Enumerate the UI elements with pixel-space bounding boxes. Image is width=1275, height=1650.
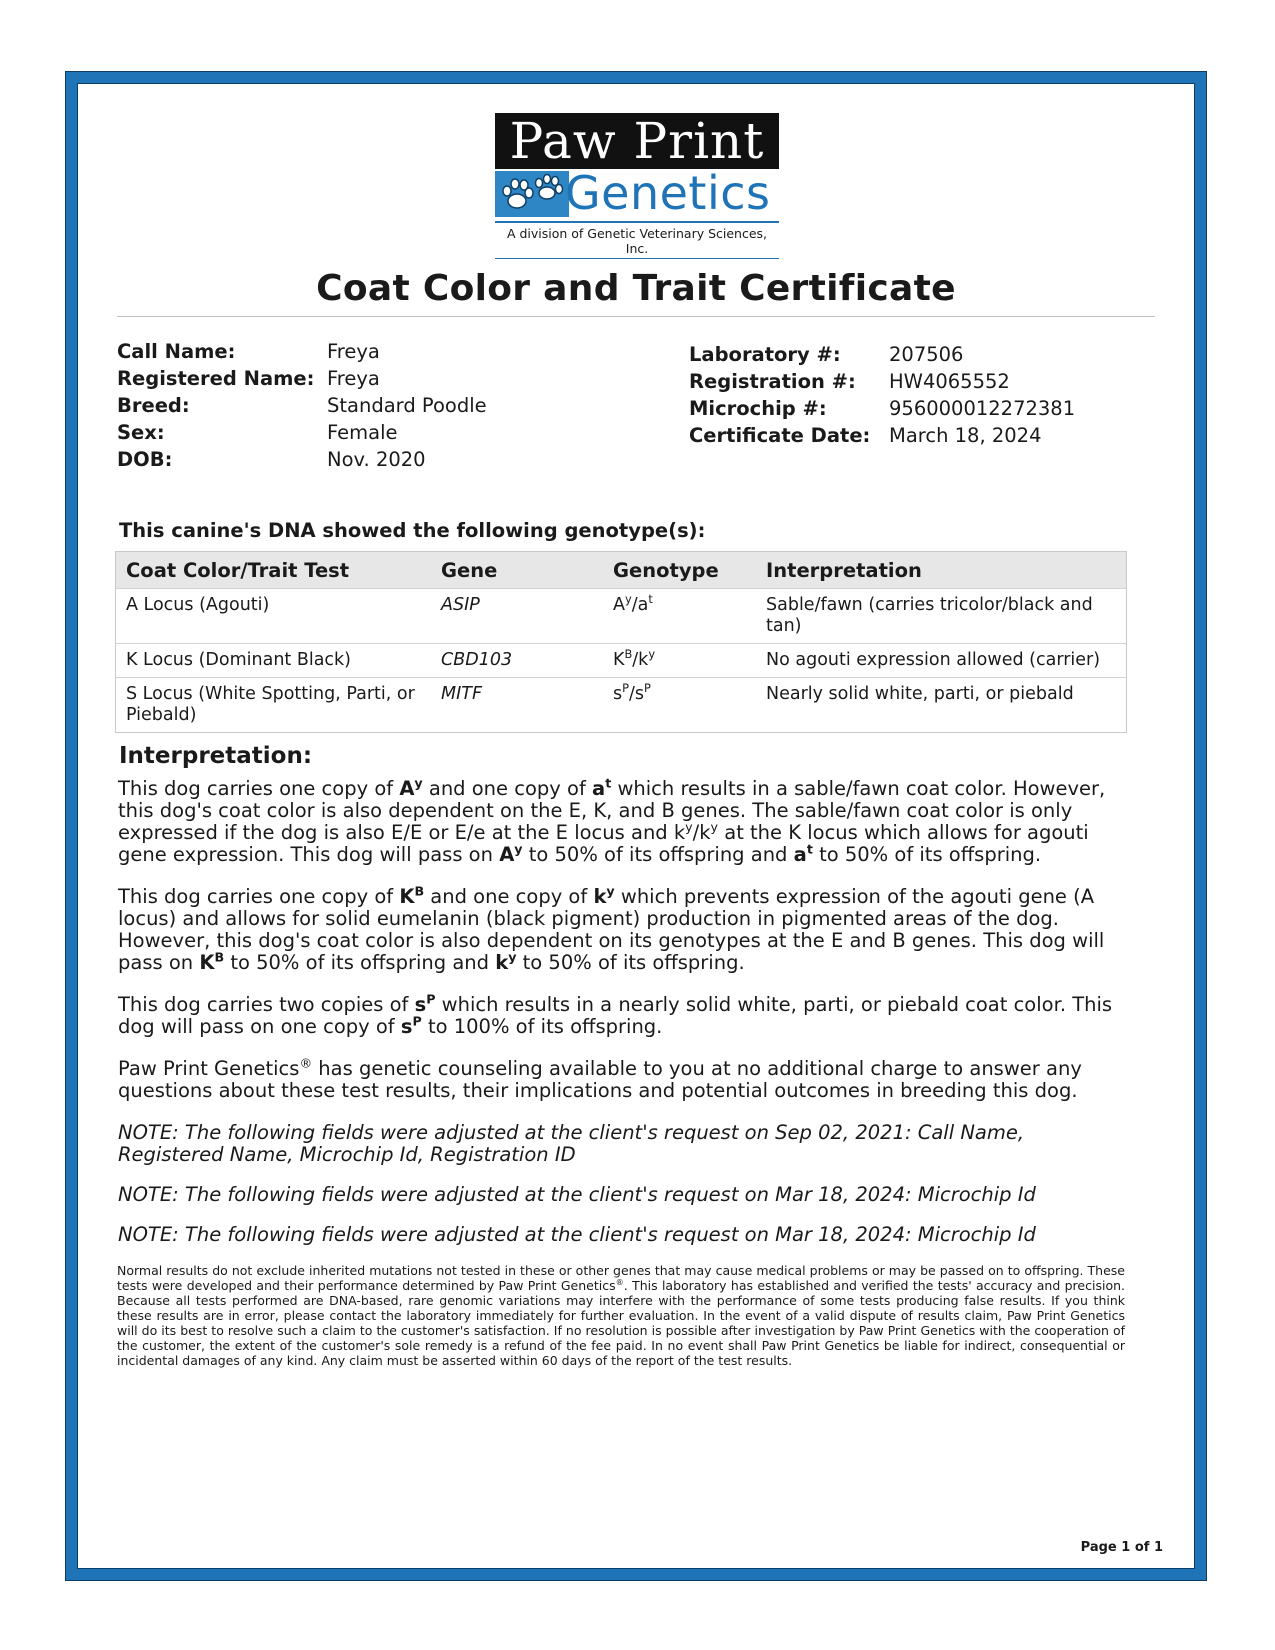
- note-3: NOTE: The following fields were adjusted at the client's request on Mar 18, 2024: Microchip Id: [118, 1223, 1036, 1246]
- logo-line-2: Genetics: [565, 166, 771, 220]
- gene-name: ASIP: [431, 589, 603, 644]
- detail-value: Freya: [327, 340, 380, 363]
- table-row: [116, 644, 1127, 678]
- paragraph-k-locus: This dog carries one copy of $K^B$ and one copy of $k^y$ which prevents expression of the agouti gene (A locus) and allows for solid eumelanin (black pigment) production in pigmented areas of the dog. However, this dog's coat color is also dependent on its genotypes at the E and B genes. This dog will pass on $K^B$ to 50% of its offspring and $k^y$ to 50% of its offspring.: [118, 883, 1105, 974]
- detail-value: March 18, 2024: [889, 424, 1042, 447]
- interpretation-cell: No agouti expression allowed (carrier): [756, 644, 1127, 678]
- detail-value: Nov. 2020: [327, 448, 426, 471]
- detail-row: [117, 419, 487, 446]
- detail-label: Microchip #:: [689, 397, 827, 420]
- paragraph-counseling: Paw Print Genetics® has genetic counseling available to you at no additional charge to answer any questions about these test results, their implications and potential outcomes in breeding this dog.: [118, 1055, 1082, 1102]
- detail-row: [117, 392, 487, 419]
- dog-details: [117, 338, 487, 473]
- test-name: K Locus (Dominant Black): [116, 644, 432, 678]
- logo-subtitle: A division of Genetic Veterinary Sciences, Inc.: [495, 226, 779, 259]
- detail-label: Breed:: [117, 394, 190, 417]
- disclaimer: Normal results do not exclude inherited mutations not tested in these or other genes that may cause medical problems or may be passed on to offspring. These tests were developed and their performance determined by Paw Print Genetics®. This laboratory has established and verified the tests' accuracy and precision. Because all tests performed are DNA-based, rare genomic variations may interfere with the performance of some tests producing false results. If you think these results are in error, please contact the laboratory immediately for further evaluation. In the event of a valid dispute of results claim, Paw Print Genetics will do its best to resolve such a claim to the customer's satisfaction. If no resolution is possible after investigation by Paw Print Genetics with the cooperation of the customer, the extent of the customer's sole remedy is a refund of the fee paid. In no event shall Paw Print Genetics be liable for indirect, consequential or incidental damages of any kind. Any claim must be asserted within 60 days of the report of the test results.: [117, 1263, 1125, 1368]
- interpretation-cell: Nearly solid white, parti, or piebald: [756, 678, 1127, 733]
- logo-line-1: Paw Print: [495, 113, 779, 169]
- detail-value: Freya: [327, 367, 380, 390]
- title-divider: [117, 316, 1155, 317]
- paragraph-a-locus: This dog carries one copy of $A^y$ and one copy of $a^t$ which results in a sable/fawn coat color. However, this dog's coat color is also dependent on the E, K, and B genes. The sable/fawn coat color is only expressed if the dog is also E/E or E/e at the E locus and $k^y/k^y$ at the K locus which allows for agouti gene expression. This dog will pass on $A^y$ to 50% of its offspring and $a^t$ to 50% of its offspring.: [118, 775, 1106, 866]
- note-1: NOTE: The following fields were adjusted at the client's request on Sep 02, 2021: Call Name, Registered Name, Microchip Id, Registration ID: [118, 1121, 1025, 1166]
- paragraph-s-locus: This dog carries two copies of $s^P$ which results in a nearly solid white, parti, or piebald coat color. This dog will pass on one copy of $s^P$ to 100% of its offspring.: [118, 991, 1113, 1038]
- test-name: A Locus (Agouti): [116, 589, 432, 644]
- detail-value: Standard Poodle: [327, 394, 487, 417]
- genotype-intro: This canine's DNA showed the following genotype(s):: [119, 519, 706, 542]
- genotype: $K^B/k^y$: [603, 644, 756, 678]
- genotype: $s^P/s^P$: [603, 678, 756, 733]
- detail-row: [117, 446, 487, 473]
- column-header: Interpretation: [756, 552, 1127, 589]
- interpretation-body: [118, 775, 1128, 1264]
- table-header: [116, 552, 1127, 589]
- column-header: Genotype: [603, 552, 756, 589]
- column-header: Gene: [431, 552, 603, 589]
- detail-row: [117, 338, 487, 365]
- note-2: NOTE: The following fields were adjusted at the client's request on Mar 18, 2024: Microchip Id: [118, 1183, 1036, 1206]
- certificate-frame: [66, 72, 1206, 1580]
- detail-value: Female: [327, 421, 398, 444]
- test-name: S Locus (White Spotting, Parti, or Piebald): [116, 678, 432, 733]
- certificate-title: Coat Color and Trait Certificate: [316, 268, 956, 309]
- detail-row: [689, 341, 1075, 368]
- page-number: Page 1 of 1: [1080, 1540, 1163, 1555]
- detail-row: [689, 422, 1075, 449]
- genotype-table: [115, 551, 1127, 733]
- detail-value: HW4065552: [889, 370, 1010, 393]
- gene-name: CBD103: [431, 644, 603, 678]
- interpretation-cell: Sable/fawn (carries tricolor/black and tan): [756, 589, 1127, 644]
- column-header: Coat Color/Trait Test: [116, 552, 432, 589]
- company-logo: [495, 113, 779, 259]
- detail-row: [689, 395, 1075, 422]
- lab-details: [689, 341, 1075, 449]
- certificate: [77, 83, 1195, 1569]
- detail-label: DOB:: [117, 448, 173, 471]
- detail-label: Laboratory #:: [689, 343, 841, 366]
- table-row: [116, 678, 1127, 733]
- detail-value: 207506: [889, 343, 964, 366]
- table-row: [116, 589, 1127, 644]
- detail-label: Registration #:: [689, 370, 856, 393]
- detail-value: 956000012272381: [889, 397, 1076, 420]
- gene-name: MITF: [431, 678, 603, 733]
- logo-lower: [495, 166, 779, 223]
- detail-label: Call Name:: [117, 340, 236, 363]
- detail-label: Certificate Date:: [689, 424, 871, 447]
- detail-row: [117, 365, 487, 392]
- genotype: $A^y/a^t$: [603, 589, 756, 644]
- detail-label: Sex:: [117, 421, 165, 444]
- detail-row: [689, 368, 1075, 395]
- detail-label: Registered Name:: [117, 367, 315, 390]
- interpretation-heading: Interpretation:: [119, 743, 313, 769]
- paw-print-icon: [495, 171, 569, 217]
